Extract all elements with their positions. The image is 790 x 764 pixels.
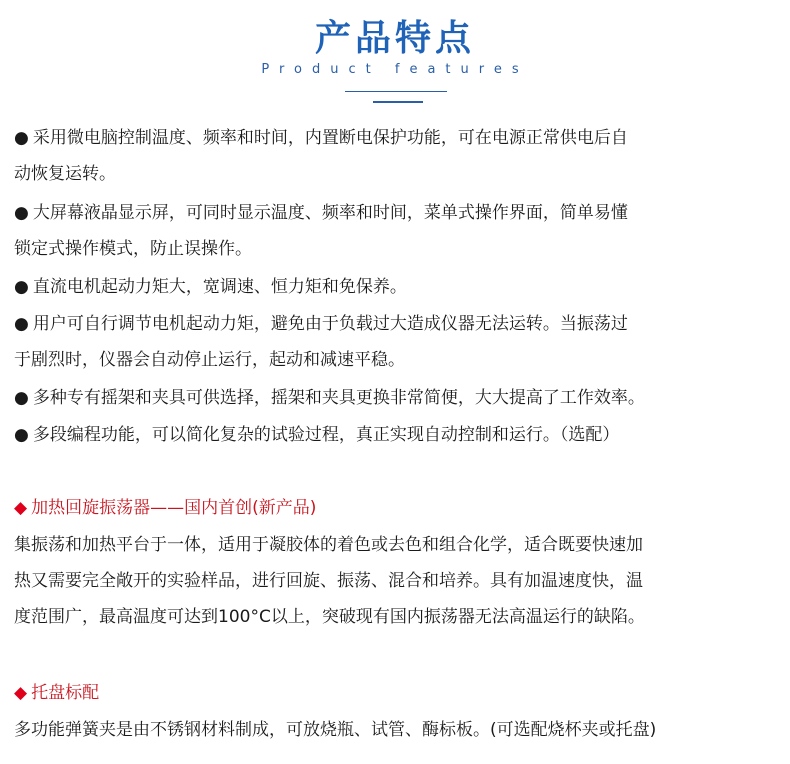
feature-text: 多种专有摇架和夹具可供选择，摇架和夹具更换非常简便，大大提高了工作效率。	[32, 388, 645, 408]
feature-text: 采用微电脑控制温度、频率和时间，内置断电保护功能，可在电源正常供电后自	[32, 128, 628, 148]
feature-item	[14, 417, 784, 453]
feature-item	[14, 380, 784, 416]
bullet-icon: ●	[14, 203, 29, 223]
body-line: 多功能弹簧夹是由不锈钢材料制成，可放烧瓶、试管、酶标板。(可选配烧杯夹或托盘)	[14, 720, 657, 740]
feature-text-cont: 于剧烈时，仪器会自动停止运行，起动和减速平稳。	[14, 350, 405, 370]
feature-text-cont: 锁定式操作模式，防止误操作。	[14, 239, 252, 259]
body-line: 度范围广，最高温度可达到100°C以上，突破现有国内振荡器无法高温运行的缺陷。	[14, 607, 645, 627]
feature-text-cont: 动恢复运转。	[14, 164, 116, 184]
body-line: 热又需要完全敞开的实验样品，进行回旋、振荡、混合和培养。具有加温速度快，温	[14, 571, 643, 591]
bullet-icon: ●	[14, 277, 29, 297]
feature-text: 直流电机起动力矩大，宽调速、恒力矩和免保养。	[32, 277, 407, 297]
feature-item	[14, 269, 784, 305]
section-body-heating	[14, 527, 784, 635]
title-divider-short	[373, 101, 423, 103]
diamond-icon: ◆	[14, 683, 28, 703]
feature-text: 多段编程功能，可以简化复杂的试验过程，真正实现自动控制和运行。（选配）	[32, 425, 620, 445]
bullet-icon: ●	[14, 388, 29, 408]
feature-item	[14, 120, 784, 192]
bullet-icon: ●	[14, 425, 29, 445]
page-title: 产品特点	[314, 18, 475, 59]
feature-item	[14, 306, 784, 378]
section-body-tray	[14, 712, 784, 748]
feature-item	[14, 195, 784, 267]
section-heading-heating	[14, 490, 316, 526]
bullet-icon: ●	[14, 314, 29, 334]
section-title: 加热回旋振荡器——国内首创(新产品)	[31, 498, 317, 518]
feature-text: 大屏幕液晶显示屏，可同时显示温度、频率和时间，菜单式操作界面，简单易懂	[32, 203, 628, 223]
title-divider-long	[345, 91, 447, 92]
diamond-icon: ◆	[14, 498, 28, 518]
section-heading-tray	[14, 675, 99, 711]
page-subtitle: Product features	[261, 62, 529, 77]
section-title: 托盘标配	[31, 683, 100, 703]
feature-text: 用户可自行调节电机起动力矩，避免由于负载过大造成仪器无法运转。当振荡过	[32, 314, 628, 334]
bullet-icon: ●	[14, 128, 29, 148]
body-line: 集振荡和加热平台于一体，适用于凝胶体的着色或去色和组合化学，适合既要快速加	[14, 535, 643, 555]
